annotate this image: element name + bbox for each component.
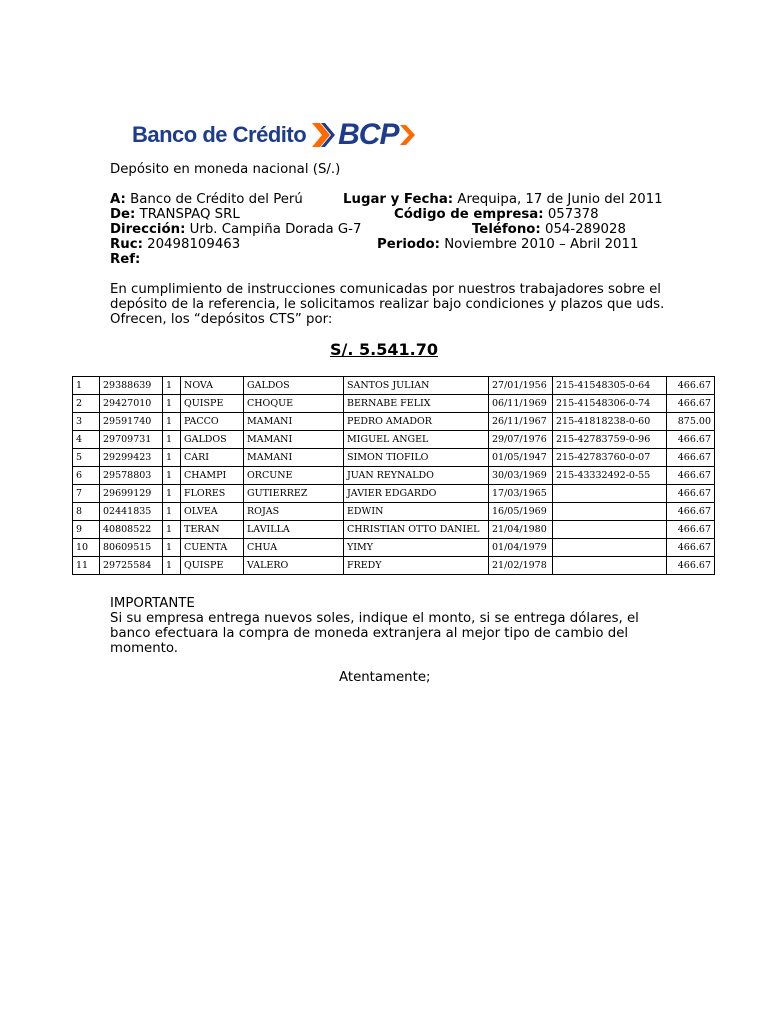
cell-paternal-surname: FLORES [181,485,244,503]
cell-maternal-surname: GUTIERREZ [244,485,344,503]
important-line-2: banco efectuara la compra de moneda extranjera al mejor tipo de cambio del [110,626,629,641]
cell-paternal-surname: CHAMPI [181,467,244,485]
cell-maternal-surname: CHOQUE [244,395,344,413]
cell-birth-date: 06/11/1969 [489,395,553,413]
cell-maternal-surname: MAMANI [244,449,344,467]
cell-given-names: PEDRO AMADOR [344,413,489,431]
cell-type-code: 1 [163,539,181,557]
field-lugar [343,192,663,208]
cell-maternal-surname: MAMANI [244,413,344,431]
cell-maternal-surname: MAMANI [244,431,344,449]
cell-type-code: 1 [163,431,181,449]
cell-paternal-surname: TERAN [181,521,244,539]
cell-birth-date: 30/03/1969 [489,467,553,485]
cell-row-number: 6 [73,467,100,485]
cell-dni: 29699129 [100,485,163,503]
field-periodo-value: Noviembre 2010 – Abril 2011 [444,237,639,252]
table-row [73,521,715,539]
cell-row-number: 1 [73,377,100,395]
field-de-value: TRANSPAQ SRL [139,207,240,222]
table-row [73,539,715,557]
body-line-3: Ofrecen, los “depósitos CTS” por: [110,312,333,327]
cell-type-code: 1 [163,467,181,485]
cell-dni: 02441835 [100,503,163,521]
cell-amount: 466.67 [667,539,715,557]
cell-paternal-surname: CARI [181,449,244,467]
cell-paternal-surname: QUISPE [181,557,244,575]
field-lugar-label: Lugar y Fecha: [343,192,454,207]
intro-text: Depósito en moneda nacional (S/.) [110,162,341,177]
field-de-label: De: [110,207,136,222]
table-row [73,503,715,521]
cell-given-names: FREDY [344,557,489,575]
deposits-table [72,376,715,575]
cell-amount: 466.67 [667,449,715,467]
cell-birth-date: 21/02/1978 [489,557,553,575]
cell-account-number: 215-42783760-0-07 [553,449,667,467]
table-row [73,413,715,431]
cell-amount: 466.67 [667,395,715,413]
cell-given-names: EDWIN [344,503,489,521]
cell-birth-date: 01/05/1947 [489,449,553,467]
field-telefono [472,222,626,238]
cell-dni: 29578803 [100,467,163,485]
cell-type-code: 1 [163,485,181,503]
important-title: IMPORTANTE [110,596,195,611]
cell-maternal-surname: GALDOS [244,377,344,395]
cell-account-number: 215-41548305-0-64 [553,377,667,395]
table-row [73,485,715,503]
cell-birth-date: 01/04/1979 [489,539,553,557]
cell-given-names: CHRISTIAN OTTO DANIEL [344,521,489,539]
field-de [110,207,240,223]
body-line-1: En cumplimiento de instrucciones comunicadas por nuestros trabajadores sobre el [110,282,661,297]
cell-given-names: SIMON TIOFILO [344,449,489,467]
cell-dni: 29299423 [100,449,163,467]
body-line-2: depósito de la referencia, le solicitamos realizar bajo condiciones y plazos que uds. [110,297,665,312]
cell-dni: 29427010 [100,395,163,413]
field-codigo-value: 057378 [547,207,599,222]
field-periodo [377,237,638,253]
field-lugar-value: Arequipa, 17 de Junio del 2011 [457,192,663,207]
field-direccion [110,222,361,238]
cell-amount: 466.67 [667,557,715,575]
cell-birth-date: 16/05/1969 [489,503,553,521]
closing-text: Atentamente; [339,670,431,685]
cell-account-number [553,521,667,539]
field-ruc [110,237,240,253]
cell-row-number: 7 [73,485,100,503]
logo-bank-name: Banco de Crédito [132,122,307,147]
cell-row-number: 4 [73,431,100,449]
field-codigo-label: Código de empresa: [394,207,544,222]
cell-account-number: 215-41548306-0-74 [553,395,667,413]
cell-given-names: JUAN REYNALDO [344,467,489,485]
cell-type-code: 1 [163,413,181,431]
cell-account-number [553,485,667,503]
important-line-3: momento. [110,641,178,656]
cell-given-names: SANTOS JULIAN [344,377,489,395]
cell-given-names: JAVIER EDGARDO [344,485,489,503]
table-row [73,377,715,395]
cell-birth-date: 26/11/1967 [489,413,553,431]
cell-paternal-surname: PACCO [181,413,244,431]
cell-account-number: 215-43332492-0-55 [553,467,667,485]
cell-amount: 466.67 [667,521,715,539]
cell-given-names: BERNABE FELIX [344,395,489,413]
cell-dni: 29591740 [100,413,163,431]
cell-amount: 875.00 [667,413,715,431]
cell-type-code: 1 [163,521,181,539]
cell-row-number: 2 [73,395,100,413]
cell-type-code: 1 [163,503,181,521]
cell-paternal-surname: QUISPE [181,395,244,413]
cell-account-number [553,557,667,575]
cell-row-number: 3 [73,413,100,431]
cell-type-code: 1 [163,377,181,395]
cell-paternal-surname: GALDOS [181,431,244,449]
total-amount: S/. 5.541.70 [330,340,438,359]
cell-maternal-surname: CHUA [244,539,344,557]
field-codigo [394,207,599,223]
cell-maternal-surname: VALERO [244,557,344,575]
cell-birth-date: 27/01/1956 [489,377,553,395]
cell-type-code: 1 [163,557,181,575]
field-telefono-value: 054-289028 [544,222,626,237]
cell-paternal-surname: OLVEA [181,503,244,521]
table-row [73,395,715,413]
cell-account-number: 215-42783759-0-96 [553,431,667,449]
cell-given-names: MIGUEL ANGEL [344,431,489,449]
cell-amount: 466.67 [667,377,715,395]
important-line-1: Si su empresa entrega nuevos soles, indique el monto, si se entrega dólares, el [110,611,639,626]
cell-maternal-surname: ORCUNE [244,467,344,485]
cell-row-number: 9 [73,521,100,539]
field-ref-label: Ref: [110,252,141,267]
field-ruc-label: Ruc: [110,237,143,252]
cell-row-number: 8 [73,503,100,521]
cell-dni: 29709731 [100,431,163,449]
logo-brand: BCP [338,118,399,151]
cell-account-number: 215-41818238-0-60 [553,413,667,431]
cell-paternal-surname: NOVA [181,377,244,395]
cell-birth-date: 29/07/1976 [489,431,553,449]
cell-type-code: 1 [163,449,181,467]
cell-row-number: 11 [73,557,100,575]
cell-account-number [553,539,667,557]
field-telefono-label: Teléfono: [472,222,541,237]
cell-amount: 466.67 [667,503,715,521]
cell-birth-date: 17/03/1965 [489,485,553,503]
table-row [73,431,715,449]
table-row [73,467,715,485]
field-a-label: A: [110,192,126,207]
cell-maternal-surname: LAVILLA [244,521,344,539]
table-row [73,557,715,575]
cell-account-number [553,503,667,521]
cell-dni: 80609515 [100,539,163,557]
cell-birth-date: 21/04/1980 [489,521,553,539]
field-a [110,192,303,208]
cell-maternal-surname: ROJAS [244,503,344,521]
field-periodo-label: Periodo: [377,237,440,252]
cell-given-names: YIMY [344,539,489,557]
cell-amount: 466.67 [667,467,715,485]
logo-chevron-icon [312,121,338,149]
cell-row-number: 10 [73,539,100,557]
field-direccion-value: Urb. Campiña Dorada G-7 [189,222,362,237]
cell-dni: 29725584 [100,557,163,575]
cell-amount: 466.67 [667,485,715,503]
bank-logo [132,118,416,152]
cell-paternal-surname: CUENTA [181,539,244,557]
cell-row-number: 5 [73,449,100,467]
field-ruc-value: 20498109463 [147,237,241,252]
cell-type-code: 1 [163,395,181,413]
logo-arrow-icon [400,123,416,147]
cell-amount: 466.67 [667,431,715,449]
table-row [73,449,715,467]
field-a-value: Banco de Crédito del Perú [130,192,303,207]
field-direccion-label: Dirección: [110,222,186,237]
cell-dni: 29388639 [100,377,163,395]
cell-dni: 40808522 [100,521,163,539]
